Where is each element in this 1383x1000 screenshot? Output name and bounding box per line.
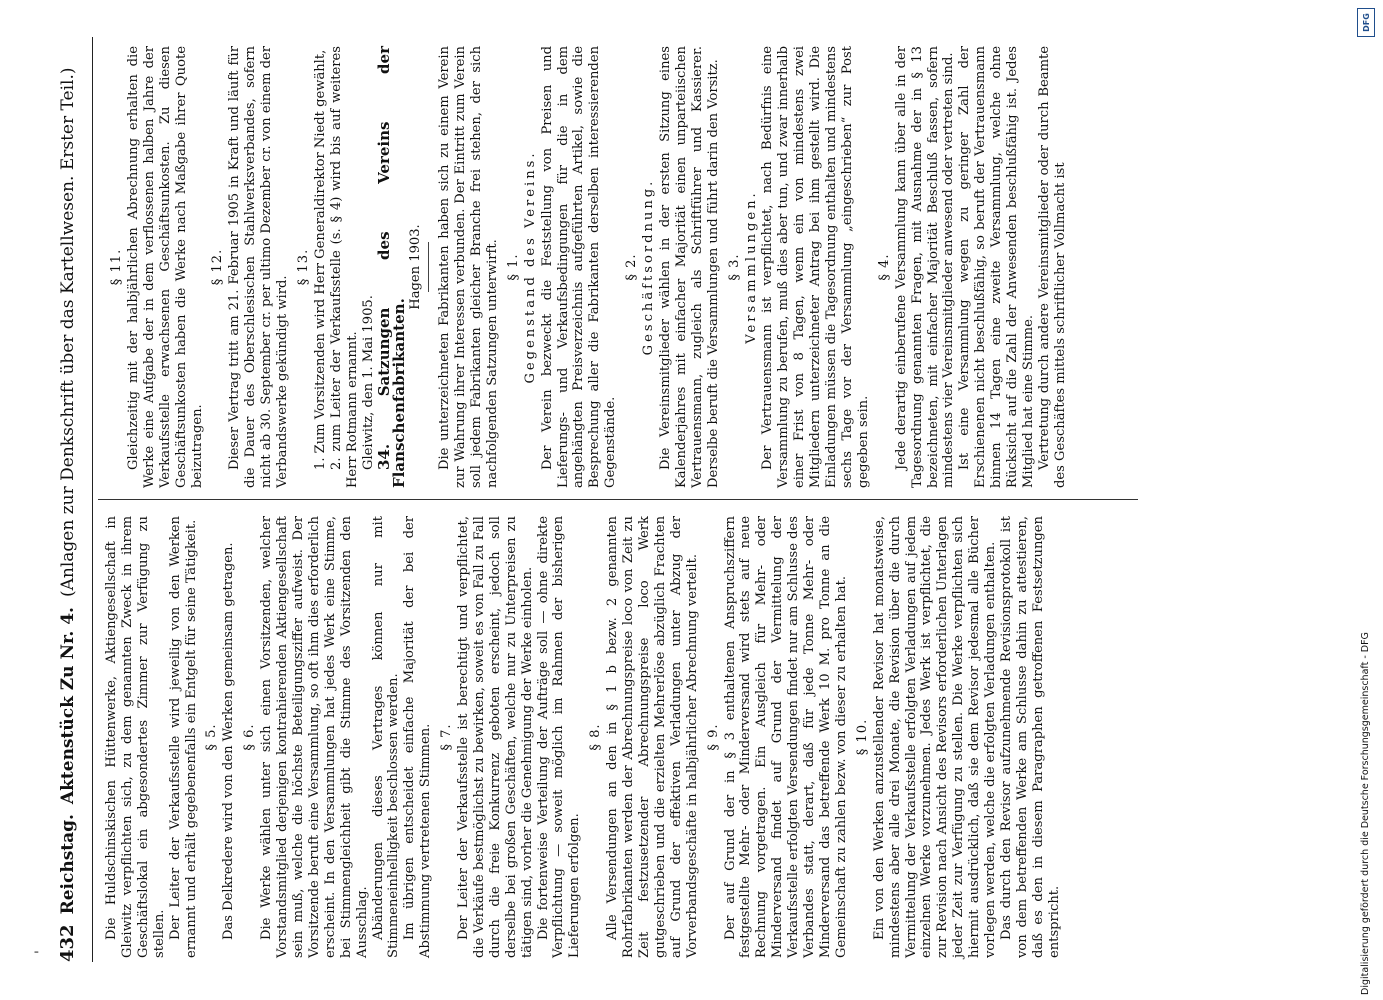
paragraph: Gleichzeitig mit der halbjährlichen Abrechnung erhalten die Werke eine Aufgabe der in dem verflossenen halben Jahre der Verkaufsstelle erwachsenen Geschäftsunkosten. Zu diesen Geschäftsunkosten haben die Werke nach Maßgabe ihrer Quote beizutragen. <box>125 46 205 488</box>
signature-date: Gleiwitz, den 1. Mai 1905. <box>360 295 376 470</box>
dfg-logo <box>1357 8 1375 37</box>
section-title-2: Geschäftsordnung. <box>641 178 657 356</box>
section-heading-10: § 10. <box>854 718 870 756</box>
section-heading-7: § 7. <box>439 723 455 751</box>
place-date: Hagen 1903. <box>408 224 424 310</box>
section-heading-1: § 1. <box>505 253 521 281</box>
section-heading-8: § 8. <box>588 723 604 751</box>
paragraph: Der Leiter der Verkaufsstelle wird jeweilig von den Werken ernannt und erhält gegebenenfalls ein Entgelt für seine Tätigkeit. <box>167 516 199 958</box>
title-rule <box>428 242 429 292</box>
paragraph: Das durch den Revisor aufzunehmende Revisionsprotokoll ist von dem betreffenden Werke am Schlusse dahin zu attestieren, daß es den in diesem Paragraphen getroffenen Festsetzungen entspricht. <box>998 516 1062 958</box>
page-number: 432 <box>57 924 78 962</box>
document-title: 34. Satzungen des Vereins der Flanschenfabrikanten. <box>374 46 409 488</box>
paragraph: Vertretung durch andere Vereinsmitglieder oder durch Beamte des Geschäftes mittels schriftlicher Vollmacht ist <box>1036 46 1068 488</box>
paragraph: Die fortenweise Verteilung der Aufträge soll — ohne direkte Verpflichtung — soweit möglich im Rahmen der bisherigen Lieferungen erfolgen. <box>535 516 583 958</box>
running-head-right: (Anlagen zur Denkschrift über das Kartellwesen. Erster Teil.) <box>58 67 78 598</box>
paragraph: Im übrigen entscheidet einfache Majorität der bei der Abstimmung vertretenen Stimmen. <box>402 516 434 958</box>
paragraph: Die Vereinsmitglieder wählen in der ersten Sitzung eines Kalenderjahres mit einfacher Majorität einen unparteiischen Vertrauensmann, zugleich als Schriftführer und Kassierer. Derselbe beruft die Versammlungen und führt darin den Vorsitz. <box>658 46 721 488</box>
section-heading-5: § 5. <box>204 723 220 751</box>
section-heading-3: § 3. <box>726 253 742 281</box>
paragraph: Alle Versendungen an den in § 1 b bezw. 2 genannten Rohrfabrikanten werden der Abrechnungspreise loco von Zeit zu Zeit festzusetzender Abrechnungspreise loco Werk gutgeschrieben und die erzielten Mehrerlöse abzüglich Frachten auf Grund der effektiven Verladungen unter Abzug der Vorverbandsgeschäfte in halbjährlicher Abrechnung verteilt. <box>605 516 700 958</box>
paragraph: Der auf Grund der in § 3 enthaltenen Anspruchsziffern festgestellte Mehr- oder Minderversand wird stets auf neue Rechnung vorgetragen. Ein Ausgleich für Mehr- oder Minderversand findet auf Grund der Vermittelung der Verkaufsstelle erfolgten Versendungen findet nur am Schlusse des Verbandes statt, derart, daß für jede Tonne Mehr- oder Minderversand das betreffende Werk 10 M. pro Tonne an die Gemeinschaft zu zahlen bezw. von dieser zu erhalten hat. <box>722 515 849 958</box>
paragraph: Jede derartig einberufene Versammlung kann über alle in der Tagesordnung genannten Fragen, mit Ausnahme der in § 13 bezeichneten, mit einfacher Majorität Beschluß fassen, sofern mindestens vier Vereinsmitglieder anwesend oder vertreten sind. <box>893 46 957 488</box>
paragraph: 2. zum Leiter der Verkaufsstelle (s. § 4) wird bis auf weiteres Herr Rotmann ernannt. <box>328 46 360 488</box>
section-heading-4: § 4. <box>876 253 892 281</box>
paragraph: Ein von den Werken anzustellender Revisor hat monatsweise, mindestens aber alle drei Monate, die Revision über die durch Vermittelung der Verkaufsstelle erfolgten Verladungen auf jedem einzelnen Werke vorzunehmen. Jedes Werk ist verpflichtet, die zur Revision nach Ansicht des Revisors erforderlichen Unterlagen jeder Zeit zur Verfügung zu stellen. Die Werke verpflichten sich hiermit ausdrücklich, daß sie dem Revisor jedesmal alle Bücher vorlegen werden, welche die erfolgten Verladungen enthalten. <box>871 516 999 958</box>
header-rule <box>92 37 93 962</box>
paragraph: Die Werke wählen unter sich einen Vorsitzenden, welcher Vorstandsmitglied derjenigen kontrahierenden Aktiengesellschaft sein muß, welche die höchste Beteiligungsziffer aufweist. Der Vorsitzende beruft eine Versammlung, so oft ihm dies erforderlich erscheint. In den Versammlungen hat jedes Werk eine Stimme, bei Stimmengleichheit gibt die Stimme des Vorsitzenden den Ausschlag. <box>259 516 370 958</box>
section-heading-6: § 6. <box>242 723 258 751</box>
paragraph: Abänderungen dieses Vertrages können nur mit Stimmeneinhelligkeit beschlossen werden. <box>370 516 402 958</box>
paragraph: Die Huldschinskischen Hüttenwerke, Aktiengesellschaft in Gleiwitz verpflichten sich, zu dem genannten Zweck in ihrem Geschäftslokal ein abgesondertes Zimmer zur Verfügung zu stellen. <box>104 516 167 958</box>
paragraph: Die unterzeichneten Fabrikanten haben sich zu einem Verein zur Wahrung ihrer Interessen verbunden. Der Eintritt zum Verein soll jedem Fabrikanten gleicher Branche frei stehen, der sich nachfolgenden Satzungen unterwirft. <box>437 46 500 488</box>
digitization-notice: Digitalisierung gefördert durch die Deutsche Forschungsgemeinschaft - DFG <box>1360 632 1371 995</box>
section-heading-12: § 12. <box>210 248 226 286</box>
paragraph: Der Leiter der Verkaufsstelle ist berechtigt und verpflichtet, die Verkäufe bestmöglichst zu bewirken, soweit es von Fall zu Fall durch die freie Konkurrenz geboten erscheint, jedoch soll derselbe bei großen Geschäften, welche nur zu Unterpreisen zu tätigen sind, vorher die Genehmigung der Werke einholen. <box>456 516 535 958</box>
section-title-1: Gegenstand des Vereins. <box>522 150 538 384</box>
left-column <box>104 516 1063 958</box>
dfg-logo-text: DFG <box>1361 13 1371 32</box>
paragraph: Ist eine Versammlung wegen zu geringer Zahl der Erschienenen nicht beschlußfähig, so beruft der Vertrauensmann binnen 14 Tagen eine zweite Versammlung, welche ohne Rücksicht auf die Zahl der Anwesenden beschlußfähig ist. Jedes Mitglied hat eine Stimme. <box>957 46 1036 488</box>
paragraph: Das Delkredere wird von den Werken gemeinsam getragen. <box>221 542 237 940</box>
section-heading-9: § 9. <box>705 723 721 751</box>
running-head-left: Reichstag. <box>58 814 78 915</box>
paragraph: Der Vertrauensmann ist verpflichtet, nach Bedürfnis eine Versammlung zu berufen, muß dies aber tun, und zwar innerhalb einer Frist von 8 Tagen, wenn ein von mindestens zwei Mitgliedern unterzeichneter Antrag bei ihm gestellt wird. Die Einladungen müssen die Tagesordnung enthalten und mindestens sechs Tage vor der Versammlung „eingeschrieben“ zur Post gegeben sein. <box>760 46 871 488</box>
right-column <box>104 46 1069 488</box>
column-divider <box>98 499 1138 500</box>
section-heading-13: § 13. <box>295 248 311 286</box>
paragraph: Der Verein bezweckt die Feststellung von Preisen und Lieferungs- und Verkaufsbedingungen für die in dem angehängten Preisverzeichnis aufgeführten Artikel, sowie die Besprechung aller die Fabrikanten derselben interessierenden Gegenstände. <box>539 46 619 488</box>
running-head-middle: Aktenstück Zu Nr. 4. <box>58 607 78 805</box>
running-head <box>57 37 90 962</box>
section-heading-2: § 2. <box>624 253 640 281</box>
paragraph: Dieser Vertrag tritt am 21. Februar 1905 in Kraft und läuft für die Dauer des Oberschlesischen Stahlwerksverbandes, sofern nicht ab 30. September cr. per ultimo Dezember cr. von einem der Verbandswerke gekündigt wird. <box>227 46 291 488</box>
paragraph: 1. Zum Vorsitzenden wird Herr Generaldirektor Niedt gewählt, <box>312 49 328 470</box>
section-heading-11: § 11. <box>109 248 124 286</box>
stray-ink-mark: ' <box>33 950 49 954</box>
section-title-3: Versammlungen. <box>743 190 759 344</box>
